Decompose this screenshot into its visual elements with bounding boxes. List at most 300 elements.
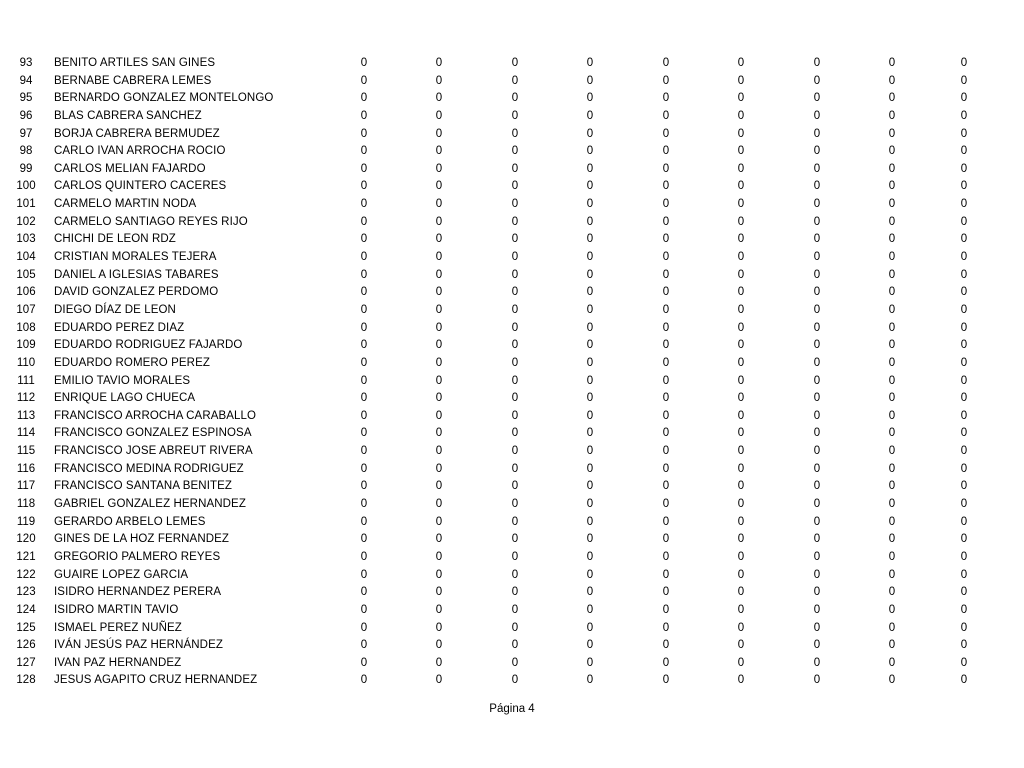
row-value: 0 [888,427,896,440]
row-name: FRANCISCO ARROCHA CARABALLO [54,409,257,422]
row-value: 0 [511,233,519,246]
row-name: GREGORIO PALMERO REYES [54,550,221,563]
row-value: 0 [813,356,821,369]
row-value: 0 [737,462,745,475]
row-value: 0 [586,603,594,616]
row-value: 0 [662,674,670,687]
row-value: 0 [360,198,368,211]
row-name: ISIDRO MARTIN TAVIO [54,603,179,616]
row-value: 0 [360,462,368,475]
row-value: 0 [435,233,443,246]
row-value: 0 [511,109,519,122]
table-row [0,390,1024,408]
row-value: 0 [662,233,670,246]
row-value: 0 [511,462,519,475]
row-name: IVÁN JESÚS PAZ HERNÁNDEZ [54,639,223,652]
row-value: 0 [960,286,968,299]
row-value: 0 [511,674,519,687]
row-value: 0 [960,57,968,69]
row-value: 0 [960,656,968,669]
row-value: 0 [435,180,443,193]
row-name: CARLOS QUINTERO CACERES [54,180,227,193]
row-value: 0 [960,427,968,440]
table-row [0,461,1024,479]
row-value: 0 [813,550,821,563]
row-value: 0 [662,74,670,87]
row-value: 0 [813,656,821,669]
row-value: 0 [360,568,368,581]
row-value: 0 [435,215,443,228]
row-value: 0 [511,198,519,211]
row-value: 0 [511,533,519,546]
row-value: 0 [586,462,594,475]
row-value: 0 [813,286,821,299]
row-value: 0 [511,268,519,281]
row-value: 0 [662,621,670,634]
row-value: 0 [511,303,519,316]
row-value: 0 [435,374,443,387]
table-row [0,478,1024,496]
row-value: 0 [435,550,443,563]
row-value: 0 [360,303,368,316]
row-value: 0 [662,286,670,299]
row-value: 0 [737,268,745,281]
table-row [0,55,1024,73]
row-value: 0 [435,427,443,440]
row-value: 0 [360,356,368,369]
row-value: 0 [662,550,670,563]
row-value: 0 [360,92,368,105]
row-value: 0 [888,462,896,475]
row-value: 0 [888,374,896,387]
row-value: 0 [813,251,821,264]
table-row [0,672,1024,690]
row-value: 0 [813,674,821,687]
row-value: 0 [511,74,519,87]
row-value: 0 [511,374,519,387]
row-value: 0 [435,145,443,158]
row-value: 0 [888,586,896,599]
row-value: 0 [586,251,594,264]
row-value: 0 [586,145,594,158]
row-value: 0 [662,533,670,546]
row-value: 0 [737,356,745,369]
row-value: 0 [737,533,745,546]
row-value: 0 [511,480,519,493]
row-value: 0 [586,303,594,316]
row-value: 0 [360,533,368,546]
row-value: 0 [813,180,821,193]
row-value: 0 [662,57,670,69]
row-value: 0 [435,127,443,140]
row-value: 0 [888,621,896,634]
row-value: 0 [435,268,443,281]
row-value: 0 [960,74,968,87]
row-name: EDUARDO ROMERO PEREZ [54,356,210,369]
row-value: 0 [435,251,443,264]
row-value: 0 [586,639,594,652]
row-value: 0 [435,57,443,69]
row-value: 0 [737,656,745,669]
data-table [0,55,1024,690]
row-value: 0 [435,656,443,669]
row-value: 0 [960,109,968,122]
row-value: 0 [888,233,896,246]
row-value: 0 [960,480,968,493]
row-number: 108 [16,321,36,334]
row-value: 0 [888,303,896,316]
row-value: 0 [511,427,519,440]
row-number: 114 [16,427,36,440]
row-value: 0 [662,127,670,140]
row-value: 0 [813,498,821,511]
row-value: 0 [662,374,670,387]
table-row [0,549,1024,567]
row-value: 0 [737,251,745,264]
row-value: 0 [813,268,821,281]
row-value: 0 [586,392,594,405]
row-value: 0 [586,162,594,175]
row-value: 0 [360,339,368,352]
row-value: 0 [511,127,519,140]
row-value: 0 [888,498,896,511]
row-value: 0 [813,515,821,528]
table-row [0,355,1024,373]
row-value: 0 [662,180,670,193]
row-value: 0 [511,162,519,175]
row-value: 0 [435,498,443,511]
row-value: 0 [737,303,745,316]
row-number: 117 [16,480,36,493]
row-name: IVAN PAZ HERNANDEZ [54,656,182,669]
row-value: 0 [813,198,821,211]
row-value: 0 [586,409,594,422]
table-row [0,637,1024,655]
row-number: 110 [16,356,36,369]
row-value: 0 [360,586,368,599]
table-row [0,655,1024,673]
row-value: 0 [662,109,670,122]
row-value: 0 [360,268,368,281]
row-value: 0 [360,445,368,458]
row-value: 0 [511,445,519,458]
row-value: 0 [360,621,368,634]
row-name: ENRIQUE LAGO CHUECA [54,392,196,405]
row-value: 0 [960,639,968,652]
row-name: CARMELO SANTIAGO REYES RIJO [54,215,248,228]
row-value: 0 [511,356,519,369]
row-value: 0 [888,656,896,669]
row-value: 0 [813,109,821,122]
row-value: 0 [888,480,896,493]
row-value: 0 [586,180,594,193]
row-value: 0 [813,303,821,316]
row-number: 120 [16,533,36,546]
row-name: BORJA CABRERA BERMUDEZ [54,127,220,140]
row-value: 0 [960,568,968,581]
row-value: 0 [737,321,745,334]
row-value: 0 [586,498,594,511]
row-number: 101 [16,198,36,211]
row-value: 0 [360,109,368,122]
row-name: EMILIO TAVIO MORALES [54,374,191,387]
row-number: 94 [19,74,33,87]
row-name: CARLO IVAN ARROCHA ROCIO [54,145,226,158]
row-value: 0 [960,251,968,264]
row-value: 0 [737,445,745,458]
row-value: 0 [737,374,745,387]
row-name: FRANCISCO JOSE ABREUT RIVERA [54,445,253,458]
row-value: 0 [360,57,368,69]
table-row [0,408,1024,426]
row-number: 105 [16,268,36,281]
table-row [0,514,1024,532]
row-value: 0 [360,498,368,511]
row-value: 0 [586,92,594,105]
row-number: 109 [16,339,36,352]
row-value: 0 [662,480,670,493]
row-value: 0 [511,409,519,422]
row-name: BLAS CABRERA SANCHEZ [54,109,202,122]
row-value: 0 [662,445,670,458]
row-value: 0 [435,568,443,581]
row-value: 0 [511,639,519,652]
row-value: 0 [737,233,745,246]
row-value: 0 [960,321,968,334]
row-value: 0 [360,180,368,193]
row-name: FRANCISCO SANTANA BENITEZ [54,480,233,493]
row-value: 0 [662,92,670,105]
row-number: 118 [16,498,36,511]
row-name: BENITO ARTILES SAN GINES [54,57,216,69]
row-number: 106 [16,286,36,299]
table-row [0,373,1024,391]
row-value: 0 [813,586,821,599]
row-value: 0 [813,233,821,246]
row-value: 0 [360,286,368,299]
row-value: 0 [586,621,594,634]
row-value: 0 [960,339,968,352]
table-row [0,126,1024,144]
row-value: 0 [435,392,443,405]
table-row [0,567,1024,585]
row-name: GABRIEL GONZALEZ HERNANDEZ [54,498,246,511]
row-name: ISMAEL PEREZ NUÑEZ [54,621,182,634]
row-value: 0 [511,286,519,299]
row-value: 0 [813,127,821,140]
row-value: 0 [662,303,670,316]
row-value: 0 [511,92,519,105]
row-value: 0 [360,127,368,140]
row-value: 0 [737,480,745,493]
table-row [0,73,1024,91]
row-value: 0 [435,674,443,687]
row-value: 0 [813,445,821,458]
row-value: 0 [360,427,368,440]
row-value: 0 [662,427,670,440]
table-row [0,249,1024,267]
row-number: 112 [16,392,36,405]
table-row [0,284,1024,302]
row-value: 0 [960,550,968,563]
row-value: 0 [511,515,519,528]
row-value: 0 [888,92,896,105]
row-value: 0 [813,462,821,475]
row-value: 0 [511,180,519,193]
row-value: 0 [511,586,519,599]
row-name: JESUS AGAPITO CRUZ HERNANDEZ [54,674,258,687]
row-value: 0 [813,92,821,105]
row-value: 0 [360,215,368,228]
table-row [0,267,1024,285]
row-number: 116 [16,462,36,475]
row-number: 100 [16,180,36,193]
row-number: 95 [19,92,33,105]
row-value: 0 [586,356,594,369]
row-value: 0 [888,180,896,193]
row-value: 0 [737,145,745,158]
row-value: 0 [435,480,443,493]
row-value: 0 [813,621,821,634]
row-value: 0 [813,74,821,87]
row-value: 0 [511,215,519,228]
row-value: 0 [737,498,745,511]
table-row [0,196,1024,214]
row-value: 0 [960,233,968,246]
row-value: 0 [360,480,368,493]
row-value: 0 [662,268,670,281]
row-value: 0 [435,621,443,634]
row-number: 98 [19,145,33,158]
row-value: 0 [960,603,968,616]
row-value: 0 [435,639,443,652]
row-value: 0 [511,321,519,334]
row-value: 0 [737,568,745,581]
row-value: 0 [888,145,896,158]
row-value: 0 [586,57,594,69]
row-value: 0 [737,586,745,599]
row-value: 0 [360,656,368,669]
row-value: 0 [511,57,519,69]
row-value: 0 [888,215,896,228]
row-value: 0 [360,251,368,264]
row-value: 0 [435,162,443,175]
table-row [0,214,1024,232]
row-number: 103 [16,233,36,246]
row-value: 0 [360,515,368,528]
row-value: 0 [888,57,896,69]
row-value: 0 [737,57,745,69]
row-value: 0 [511,339,519,352]
row-value: 0 [888,268,896,281]
row-value: 0 [586,74,594,87]
row-value: 0 [813,145,821,158]
row-value: 0 [888,550,896,563]
row-value: 0 [662,586,670,599]
table-row [0,108,1024,126]
row-value: 0 [662,356,670,369]
row-value: 0 [888,109,896,122]
row-value: 0 [511,392,519,405]
row-number: 107 [16,303,36,316]
row-value: 0 [888,162,896,175]
row-name: FRANCISCO MEDINA RODRIGUEZ [54,462,244,475]
row-number: 104 [16,251,36,264]
row-value: 0 [960,127,968,140]
row-value: 0 [888,515,896,528]
table-row [0,90,1024,108]
row-value: 0 [813,533,821,546]
table-row [0,584,1024,602]
row-value: 0 [586,586,594,599]
row-value: 0 [662,462,670,475]
row-value: 0 [360,392,368,405]
table-row [0,620,1024,638]
row-value: 0 [888,674,896,687]
row-number: 113 [16,409,36,422]
row-value: 0 [813,339,821,352]
row-name: CARMELO MARTIN NODA [54,198,197,211]
row-value: 0 [960,445,968,458]
row-value: 0 [737,674,745,687]
row-value: 0 [435,462,443,475]
row-value: 0 [737,603,745,616]
row-value: 0 [737,127,745,140]
row-value: 0 [586,533,594,546]
row-number: 121 [16,550,36,563]
row-name: BERNARDO GONZALEZ MONTELONGO [54,92,274,105]
row-number: 99 [19,162,33,175]
row-value: 0 [737,621,745,634]
row-value: 0 [960,674,968,687]
row-value: 0 [960,145,968,158]
row-value: 0 [435,198,443,211]
row-value: 0 [813,57,821,69]
row-value: 0 [586,286,594,299]
row-value: 0 [586,568,594,581]
row-number: 127 [16,656,36,669]
row-value: 0 [737,162,745,175]
row-name: CRISTIAN MORALES TEJERA [54,251,217,264]
row-number: 122 [16,568,36,581]
row-value: 0 [662,162,670,175]
row-value: 0 [888,533,896,546]
row-value: 0 [435,303,443,316]
row-value: 0 [960,621,968,634]
row-value: 0 [737,550,745,563]
row-value: 0 [511,498,519,511]
row-value: 0 [586,233,594,246]
row-value: 0 [662,215,670,228]
row-value: 0 [360,409,368,422]
row-value: 0 [360,162,368,175]
row-value: 0 [960,374,968,387]
row-value: 0 [960,462,968,475]
row-name: DAVID GONZALEZ PERDOMO [54,286,219,299]
row-value: 0 [737,639,745,652]
table-row [0,178,1024,196]
row-value: 0 [435,586,443,599]
row-value: 0 [813,409,821,422]
table-row [0,231,1024,249]
row-value: 0 [888,321,896,334]
row-value: 0 [586,268,594,281]
row-value: 0 [960,533,968,546]
table-row [0,302,1024,320]
row-value: 0 [511,550,519,563]
row-value: 0 [960,586,968,599]
row-value: 0 [737,409,745,422]
